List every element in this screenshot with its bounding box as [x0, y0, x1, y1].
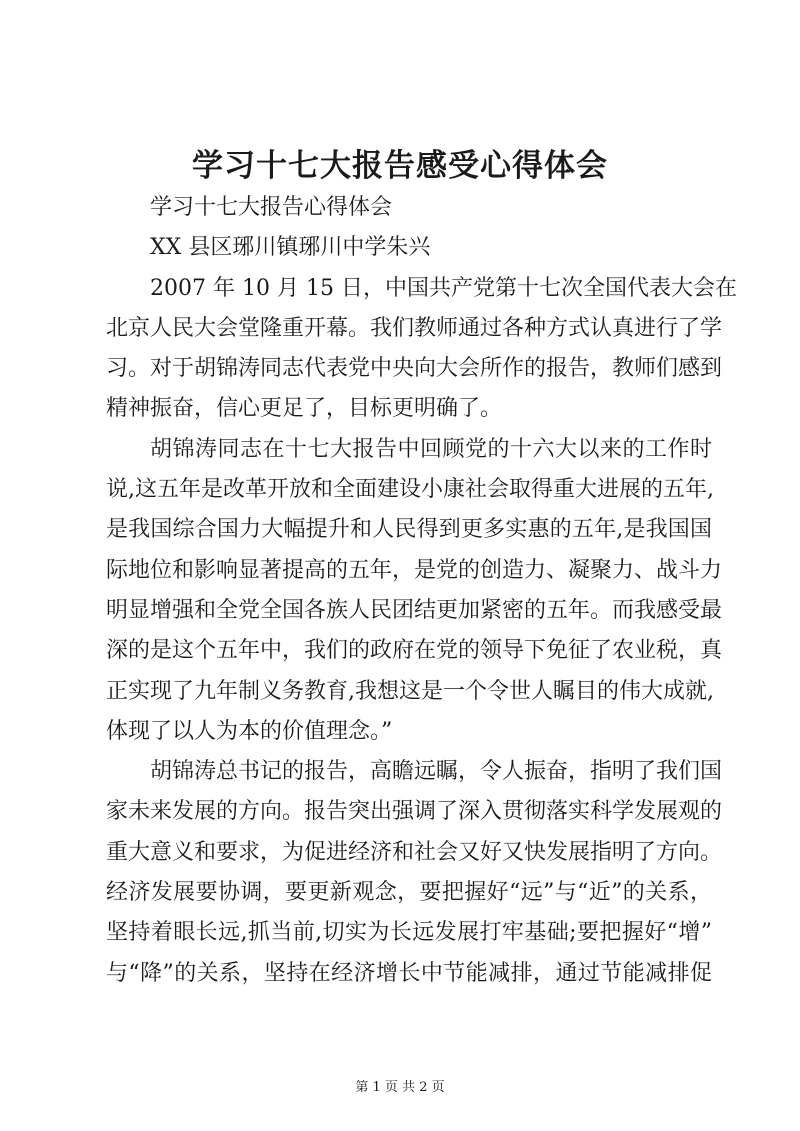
page-footer: 第 1 页 共 2 页: [355, 1080, 445, 1095]
text-line: 明显增强和全党全国各族人民团结更加紧密的五年。而我感受最: [106, 597, 723, 623]
text-line: 深的是这个五年中，我们的政府在党的领导下免征了农业税，真: [106, 638, 723, 664]
paragraph: [106, 430, 723, 752]
text-line: 学习十七大报告心得体会: [150, 195, 393, 220]
text-line: 精神振奋，信心更足了，目标更明确了。: [106, 396, 503, 422]
paragraph: [106, 228, 712, 268]
text-line: 说,这五年是改革开放和全面建设小康社会取得重大进展的五年,: [106, 477, 714, 503]
text-line: 2007 年 10 月 15 日，中国共产党第十七次全国代表大会在: [150, 275, 737, 301]
text-line: XX 县区琊川镇琊川中学朱兴: [150, 235, 431, 261]
text-line: 重大意义和要求，为促进经济和社会又好又快发展指明了方向。: [106, 839, 723, 865]
text-line: 经济发展要协调，要更新观念，要把握好“远”与“近”的关系，: [106, 880, 712, 906]
text-line: 北京人民大会堂隆重开幕。我们教师通过各种方式认真进行了学: [106, 315, 723, 341]
paragraph: [106, 752, 723, 994]
paragraph: [106, 188, 712, 228]
text-line: 胡锦涛总书记的报告，高瞻远瞩，令人振奋，指明了我们国: [150, 759, 723, 785]
paragraph: [106, 269, 737, 430]
text-line: 坚持着眼长远,抓当前,切实为长远发展打牢基础;要把握好“增”: [106, 920, 712, 946]
text-line: 是我国综合国力大幅提升和人民得到更多实惠的五年,是我国国: [106, 517, 712, 543]
text-line: 际地位和影响显著提高的五年，是党的创造力、凝聚力、战斗力: [106, 557, 723, 583]
text-line: 正实现了九年制义务教育,我想这是一个令世人瞩目的伟大成就,: [106, 678, 714, 704]
text-line: 家未来发展的方向。报告突出强调了深入贯彻落实科学发展观的: [106, 799, 723, 825]
document-body: [106, 188, 737, 994]
text-line: 体现了以人为本的价值理念。”: [106, 718, 393, 744]
text-line: 习。对于胡锦涛同志代表党中央向大会所作的报告，教师们感到: [106, 356, 723, 382]
document-title: 学习十七大报告感受心得体会: [192, 148, 608, 184]
text-line: 胡锦涛同志在十七大报告中回顾党的十六大以来的工作时: [150, 436, 712, 462]
text-line: 与“降”的关系，坚持在经济增长中节能减排，通过节能减排促: [106, 960, 712, 986]
